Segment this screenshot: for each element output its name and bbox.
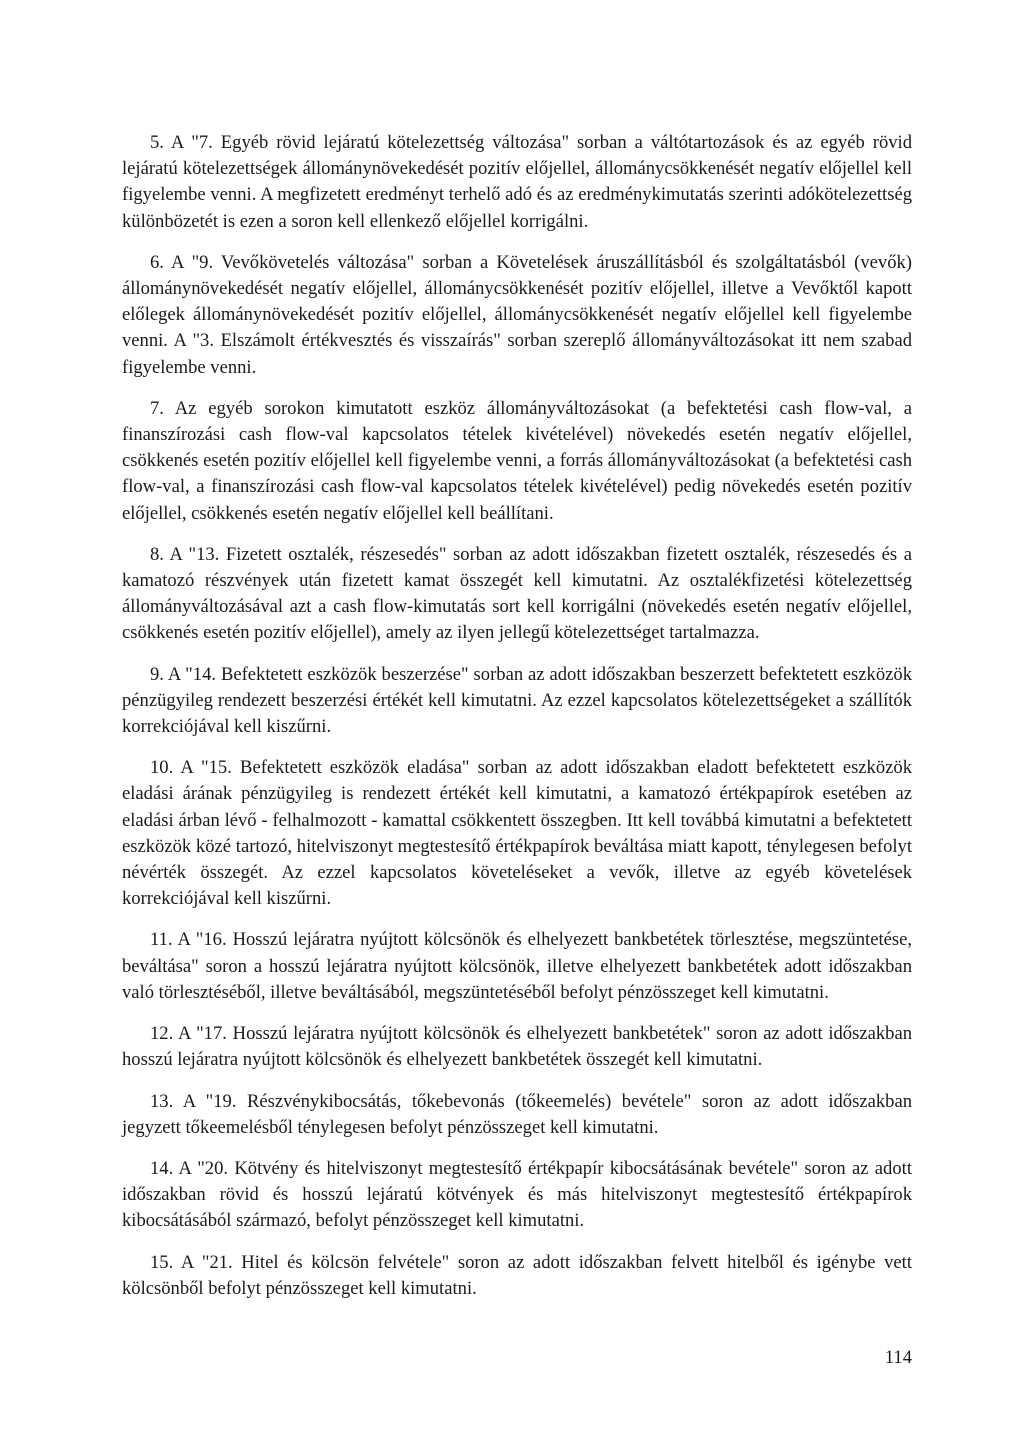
paragraph-11: 11. A "16. Hosszú lejáratra nyújtott kölcsönök és elhelyezett bankbetétek törlesztése, megszüntetése, beváltása" soron a hosszú lejáratra nyújtott kölcsönök, illetve elhelyezett bankbetétek adott időszakban való törlesztéséből, illetve beváltásából, megszüntetéséből befolyt pénzösszeget kell kimutatni. xyxy=(122,929,912,1003)
paragraph-10: 10. A "15. Befektetett eszközök eladása" sorban az adott időszakban eladott befektetett eszközök eladási árának pénzügyileg is rendezett értékét kell kimutatni, a kamatozó értékpapírok esetében az eladási árban lévő - felhalmozott - kamattal csökkentett összegben. Itt kell továbbá kimutatni a befektetett eszközök közé tartozó, hitelviszonyt megtestesítő értékpapírok beváltása miatt kapott, ténylegesen befolyt névérték összegét. Az ezzel kapcsolatos követeléseket a vevők, illetve az egyéb követelések korrekciójával kell kiszűrni. xyxy=(122,757,912,910)
document-body xyxy=(122,130,912,1317)
paragraph-7: 7. Az egyéb sorokon kimutatott eszköz állományváltozásokat (a befektetési cash flow-val, a finanszírozási cash flow-val kapcsolatos tételek kivételével) növekedés esetén negatív előjellel, csökkenés esetén pozitív előjellel kell figyelembe venni, a forrás állományváltozásokat (a befektetési cash flow-val, a finanszírozási cash flow-val kapcsolatos tételek kivételével) pedig növekedés esetén pozitív előjellel, csökkenés esetén negatív előjellel kell beállítani. xyxy=(122,397,912,524)
paragraph-5: 5. A "7. Egyéb rövid lejáratú kötelezettség változása" sorban a váltótartozások és az egyéb rövid lejáratú kötelezettségek állománynövekedését pozitív előjellel, állománycsökkenését negatív előjellel kell figyelembe venni. A megfizetett eredményt terhelő adó és az eredménykimutatás szerinti adókötelezettség különbözetét is ezen a soron kell ellenkező előjellel korrigálni. xyxy=(122,132,912,232)
paragraph-9: 9. A "14. Befektetett eszközök beszerzése" sorban az adott időszakban beszerzett befektetett eszközök pénzügyileg rendezett beszerzési értékét kell kimutatni. Az ezzel kapcsolatos kötelezettségeket a szállítók korrekciójával kell kiszűrni. xyxy=(122,663,912,738)
paragraph-8: 8. A "13. Fizetett osztalék, részesedés" sorban az adott időszakban fizetett osztalék, részesedés és a kamatozó részvények után fizetett kamat összegét kell kimutatni. Az osztalékfizetési kötelezettség állományváltozásával azt a cash flow-kimutatás sort kell korrigálni (növekedés esetén negatív előjellel, csökkenés esetén pozitív előjellel), amely az ilyen jellegű kötelezettséget tartalmazza. xyxy=(122,543,912,644)
paragraph-12: 12. A "17. Hosszú lejáratra nyújtott kölcsönök és elhelyezett bankbetétek" soron az adott időszakban hosszú lejáratra nyújtott kölcsönök és elhelyezett bankbetétek összegét kell kimutatni. xyxy=(122,1023,912,1071)
page-number: 114 xyxy=(884,1347,912,1368)
paragraph-13: 13. A "19. Részvénykibocsátás, tőkebevonás (tőkeemelés) bevétele" soron az adott időszakban jegyzett tőkeemelésből ténylegesen befolyt pénzösszeget kell kimutatni. xyxy=(122,1090,912,1138)
paragraph-6: 6. A "9. Vevőkövetelés változása" sorban a Követelések áruszállításból és szolgáltatásból (vevők) állománynövekedését negatív előjellel, állománycsökkenését pozitív előjellel, illetve a Vevőktől kapott előlegek állománynövekedését pozitív előjellel, állománycsökkenését negatív előjellel kell figyelembe venni. A "3. Elszámolt értékvesztés és visszaírás" sorban szereplő állományváltozásokat itt nem szabad figyelembe venni. xyxy=(122,251,912,378)
paragraph-15: 15. A "21. Hitel és kölcsön felvétele" soron az adott időszakban felvett hitelből és igénybe vett kölcsönből befolyt pénzösszeget kell kimutatni. xyxy=(122,1251,912,1299)
paragraph-14: 14. A "20. Kötvény és hitelviszonyt megtestesítő értékpapír kibocsátásának bevétele" soron az adott időszakban rövid és hosszú lejáratú kötvények és más hitelviszonyt megtestesítő értékpapírok kibocsátásából származó, befolyt pénzösszeget kell kimutatni. xyxy=(122,1157,912,1232)
